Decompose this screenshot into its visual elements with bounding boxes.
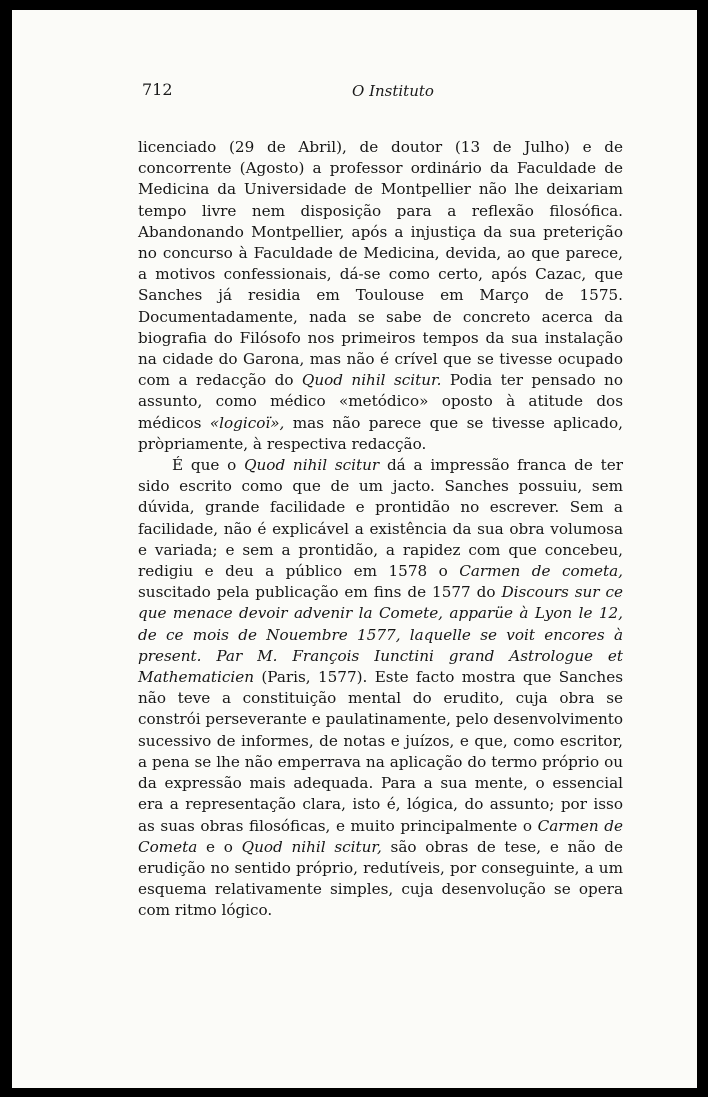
paragraph-2 <box>138 455 623 921</box>
text-segment: É que o <box>172 456 237 475</box>
text-segment: dá a impressão franca de ter sido escrito como que de um jacto. Sanches possuiu, sem dúvida, grande facilidade e prontidão no escrever. Sem a facilidade, não é explicável a existência da sua obra volumosa e variada; e sem a prontidão, a rapidez com que concebeu, redigiu e deu a público em 1578 o <box>138 456 623 581</box>
text-segment: mas não parece que se tivesse aplicado, pròpriamente, à respectiva redacção. <box>138 413 624 453</box>
page-header <box>142 80 622 102</box>
work-title: Discours sur ce que menace devoir advenir la Comete, apparüe à Lyon le 12, de ce mois de Nouembre 1577, laquelle se voit encores à present. Par M. François Iunctini grand Astrologue et Mathematicien <box>138 583 623 687</box>
work-title: Carmen de Cometa <box>138 816 623 856</box>
work-title: Quod nihil scitur, <box>241 837 382 856</box>
text-segment: (Paris, 1577). Este facto mostra que Sanches não teve a constituição mental do erudito, cuja obra se constrói perseverante e paulatinamente, pelo desenvolvimento sucessivo de informes, de notas e juízos, e que, como escritor, a pena se lhe não emperrava na aplicação do termo próprio ou da expressão mais adequada. Para a sua mente, o essencial era a representação clara, isto é, lógica, do assunto; por isso as suas obras filosóficas, e muito principalmente o <box>138 668 623 835</box>
quoted-term: «logicoï», <box>209 413 285 432</box>
running-title: O Instituto <box>352 82 434 100</box>
text-segment: e o <box>206 837 233 856</box>
work-title: Carmen de cometa, <box>459 562 624 581</box>
text-segment: licenciado (29 de Abril), de doutor (13 de Julho) e de concorrente (Agosto) a professor ordinário da Faculdade de Medicina da Universidade de Montpellier não lhe deixariam tempo livre nem disposição para a reflexão filosófica. Abandonando Montpellier, após a injustiça da sua preterição no concurso à Faculdade de Medicina, devida, ao que parece, a motivos confessionais, dá-se como certo, após Cazac, que Sanches já residia em Toulouse em Março de 1575. Documentadamente, nada se sabe de concreto acerca da biografia do Filósofo nos primeiros tempos da sua instalação na cidade do Garona, mas não é crível que se tivesse ocupado com a redacção do <box>138 138 623 390</box>
text-segment: Podia ter pensado no assunto, como médico «metódico» oposto à atitude dos médicos <box>138 371 623 432</box>
work-title: Quod nihil scitur. <box>301 371 442 390</box>
text-segment: suscitado pela publicação em fins de 1577 do <box>138 583 496 602</box>
work-title: Quod nihil scitur <box>244 456 380 475</box>
page-number: 712 <box>142 80 173 99</box>
body-text <box>138 137 623 922</box>
page-sheet <box>12 10 697 1088</box>
text-segment: são obras de tese, e não de erudição no sentido próprio, redutíveis, por conseguinte, a um esquema relativamente simples, cuja desenvolução se opera com ritmo lógico. <box>138 837 623 920</box>
paragraph-1 <box>138 137 623 455</box>
